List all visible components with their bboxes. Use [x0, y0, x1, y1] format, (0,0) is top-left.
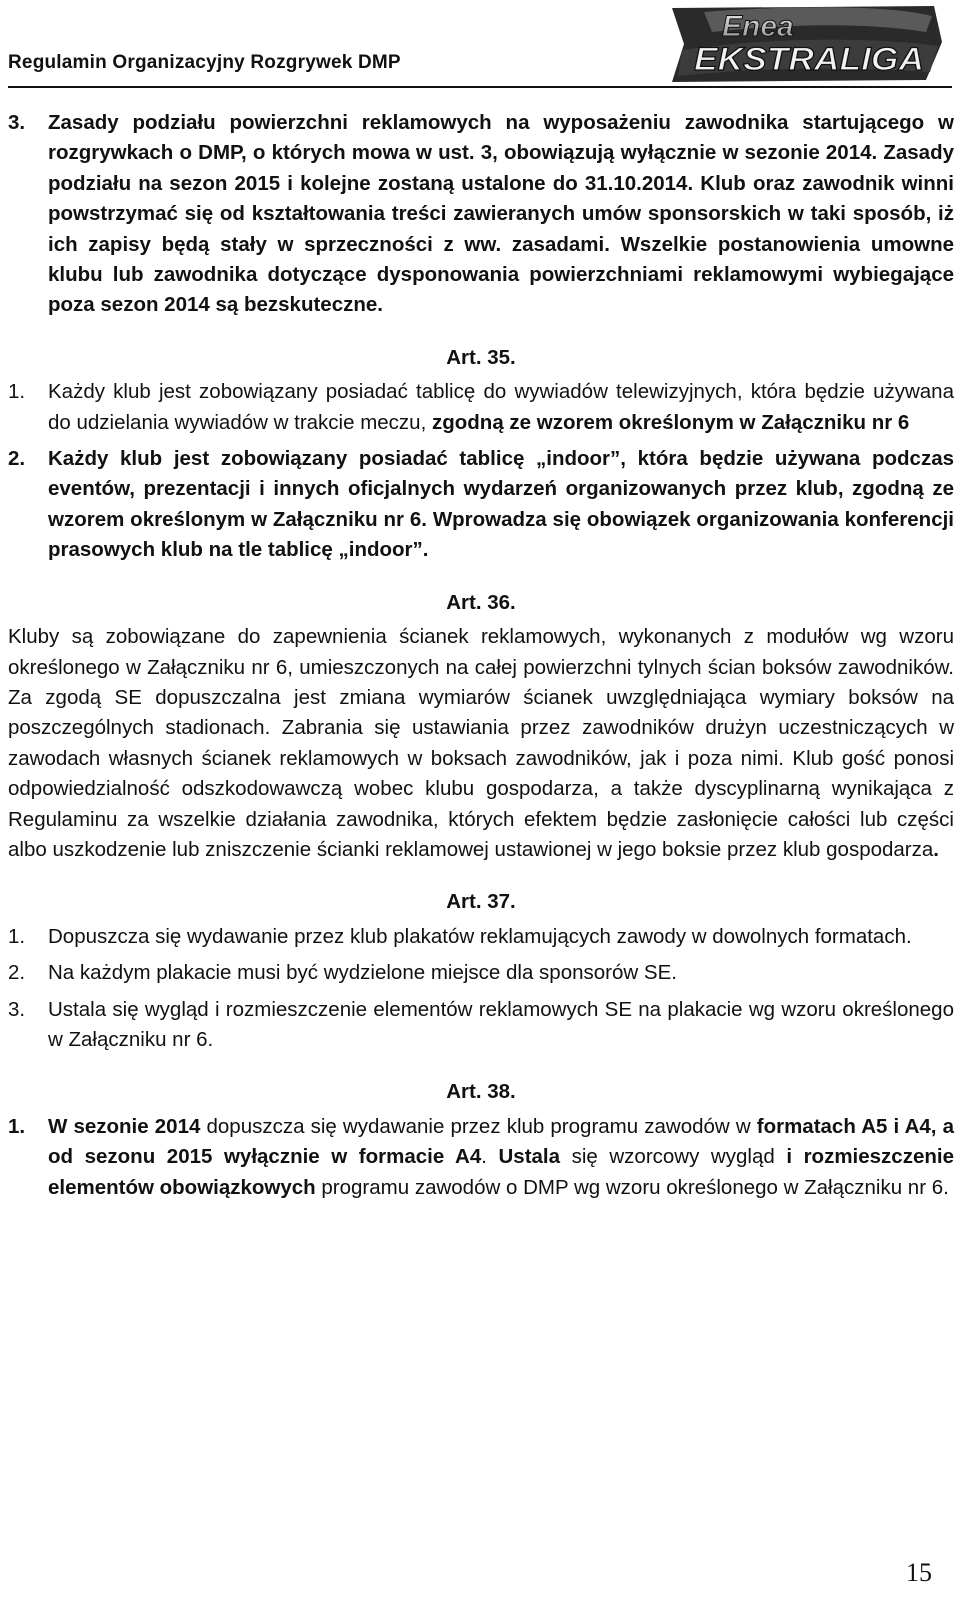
item-text: Każdy klub jest zobowiązany posiadać tablicę „indoor”, która będzie używana podczas eventów, prezentacji i innych oficjalnych wydarzeń organizowanych przez klub, zgodną ze wzorem określonym w Załączniku nr 6. Wprowadza się obowiązek organizowania konferencji prasowych klub na tle tablicę „indoor”. — [48, 447, 954, 562]
paragraph-text: Kluby są zobowiązane do zapewnienia ścianek reklamowych, wykonanych z modułów wg wzoru określonego w Załączniku nr 6, umieszczonych na całej powierzchni tylnych ścian boksów zawodników. Za zgodą SE dopuszczalna jest zmiana wymiarów ścianek uwzględniająca wymiary boksów na poszczególnych stadionach. Zabrania się ustawiania przez zawodników drużyn uczestniczących w zawodach własnych ścianek reklamowych w boksach zawodników, jak i poza nimi. Klub gość ponosi odpowiedzialność odszkodowawczą wobec klubu gospodarza, a także dyscyplinarną wynikająca z Regulaminu za wszelkie działania zawodnika, których efektem będzie zasłonięcie całości lub części albo uszkodzenie lub zniszczenie ścianki reklamowej ustawionej w jego boksie przez klub gospodarza — [8, 625, 954, 861]
text-bold: i rozmieszczenie elementów obowiązkowych — [48, 1145, 954, 1199]
item-text — [48, 1112, 954, 1203]
text-bold: Ustala — [498, 1145, 561, 1169]
page-number: 15 — [906, 1558, 932, 1587]
text-regular: programu zawodów o DMP wg wzoru określonego w Załączniku nr 6. — [315, 1175, 949, 1199]
item-number: 1. — [8, 380, 26, 404]
enea-ekstraliga-logo — [664, 2, 946, 86]
item-text: Na każdym plakacie musi być wydzielone miejsce dla sponsorów SE. — [48, 961, 677, 985]
item-number: 3. — [8, 997, 26, 1021]
text-regular: dopuszcza się wydawanie przez klub programu zawodów w — [200, 1114, 757, 1138]
item-text: Dopuszcza się wydawanie przez klub plakatów reklamujących zawody w dowolnych formatach. — [48, 924, 912, 948]
art35-heading: Art. 35. — [446, 345, 516, 369]
page-header — [8, 0, 952, 92]
art37-item-1 — [8, 922, 954, 952]
item-number: 2. — [8, 961, 26, 985]
document-body — [8, 108, 954, 1203]
text-regular: się wzorcowy wygląd — [560, 1145, 787, 1169]
item-number: 1. — [8, 924, 26, 948]
text-bold: formatach A5 i A4, a od sezonu 2015 wyłącznie w formacie A4 — [48, 1114, 954, 1169]
art36-paragraph — [8, 622, 954, 865]
logo-text-ekstraliga: EKSTRALIGA — [694, 41, 924, 77]
item-text: Ustala się wygląd i rozmieszczenie elementów reklamowych SE na plakacie wg wzoru określonego w Załączniku nr 6. — [48, 997, 954, 1051]
item-text — [48, 377, 954, 438]
paragraph-end: . — [933, 837, 939, 861]
art37-item-2 — [8, 958, 954, 988]
item-text-regular: Każdy klub jest zobowiązany posiadać tablicę do wywiadów telewizyjnych, która będzie używana do udzielania wywiadów w trakcie meczu, — [48, 380, 954, 434]
document-title: Regulamin Organizacyjny Rozgrywek DMP — [8, 52, 401, 73]
item-text: Zasady podziału powierzchni reklamowych na wyposażeniu zawodnika startującego w rozgrywkach o DMP, o których mowa w ust. 3, obowiązują wyłącznie w sezonie 2014. Zasady podziału na sezon 2015 i kolejne zostaną ustalone do 31.10.2014. Klub oraz zawodnik winni powstrzymać się od kształtowania treści zawieranych umów sponsorskich w taki sposób, iż ich zapisy będą stały w sprzeczności z ww. zasadami. Wszelkie postanowienia umowne klubu lub zawodnika dotyczące dysponowania powierzchniami reklamowymi wybiegające poza sezon 2014 są bezskuteczne. — [48, 111, 954, 317]
art36-heading: Art. 36. — [446, 590, 516, 614]
header-rule — [8, 86, 952, 88]
text-regular: . — [481, 1145, 499, 1169]
logo-text-enea: Enea — [722, 10, 794, 43]
art38-heading: Art. 38. — [446, 1080, 516, 1104]
text-bold: W sezonie 2014 — [48, 1114, 201, 1138]
art37-heading: Art. 37. — [446, 890, 516, 914]
section34-item-3 — [8, 108, 954, 321]
item-number: 3. — [8, 111, 26, 134]
art35-item-2 — [8, 444, 954, 566]
item-text-bold: zgodną ze wzorem określonym w Załączniku nr 6 — [431, 410, 910, 434]
item-number: 2. — [8, 447, 26, 471]
art35-item-1 — [8, 377, 954, 438]
item-number: 1. — [8, 1114, 26, 1138]
art37-item-3 — [8, 995, 954, 1056]
art38-item-1 — [8, 1112, 954, 1203]
